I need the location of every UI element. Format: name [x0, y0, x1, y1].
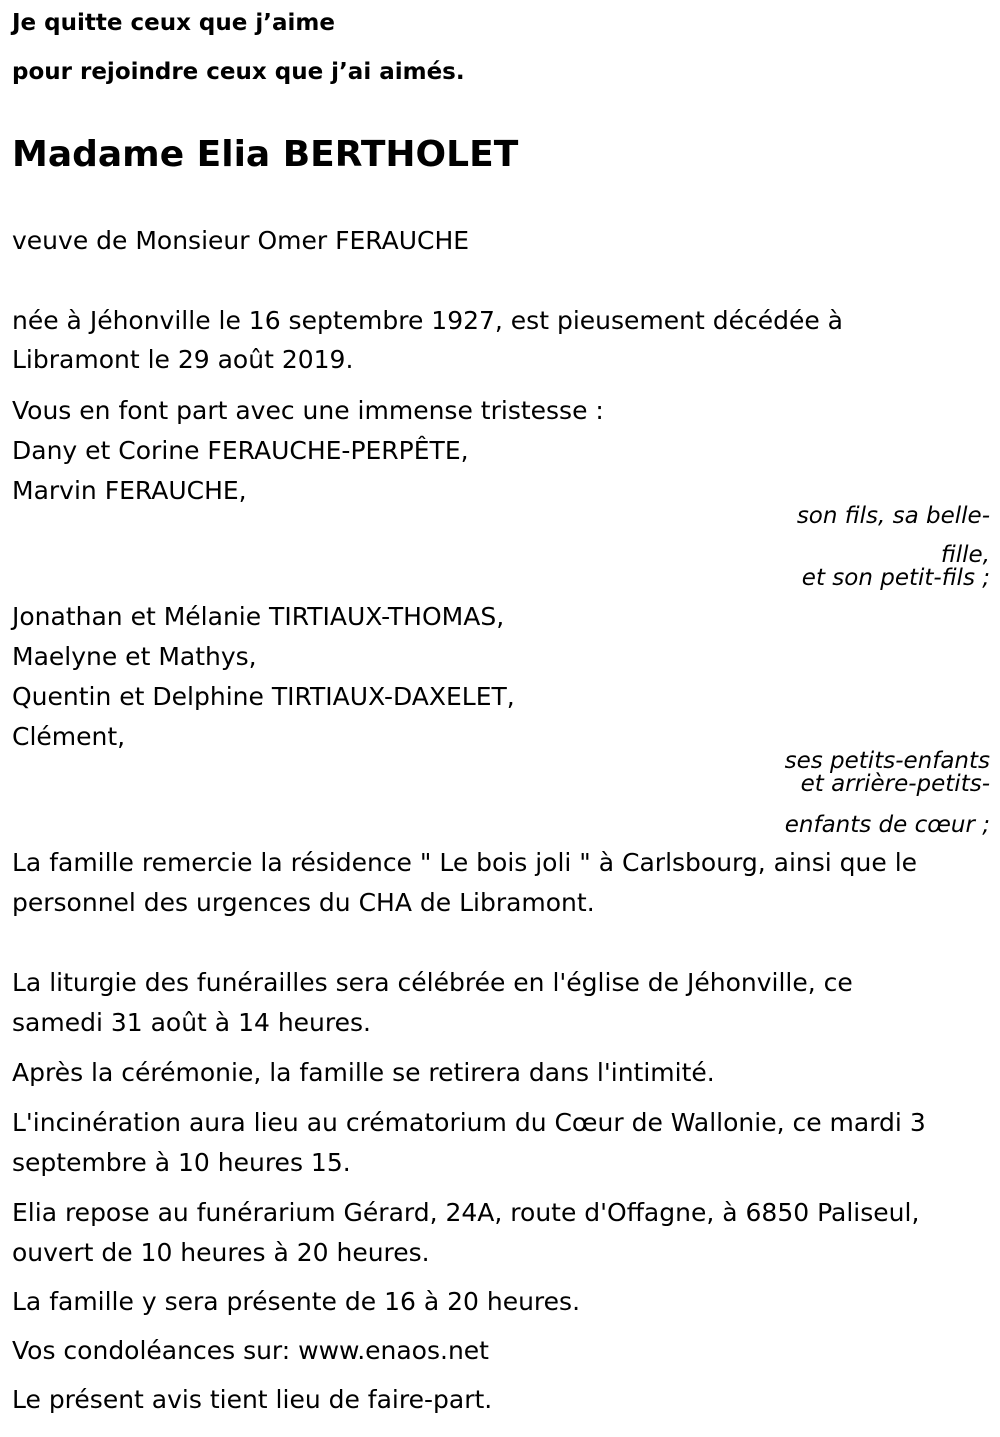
- family-name: Dany et Corine FERAUCHE-PERPÊTE,: [12, 436, 469, 465]
- liturgy-line-2: samedi 31 août à 14 heures.: [12, 1008, 371, 1037]
- incineration-line-2: septembre à 10 heures 15.: [12, 1148, 351, 1177]
- announcement-intro: Vous en font part avec une immense tristesse :: [12, 396, 604, 425]
- family-name: Maelyne et Mathys,: [12, 642, 257, 671]
- family-name: Clément,: [12, 722, 126, 751]
- birth-death-line-2: Libramont le 29 août 2019.: [12, 345, 354, 374]
- thanks-line-1: La famille remercie la résidence " Le bois joli " à Carlsbourg, ainsi que le: [12, 848, 918, 877]
- relation-line: son fils, sa belle-: [796, 503, 990, 529]
- birth-death-line-1: née à Jéhonville le 16 septembre 1927, est pieusement décédée à: [12, 306, 844, 335]
- epigraph-line-1: Je quitte ceux que j’aime: [12, 10, 335, 36]
- incineration-line-1: L'incinération aura lieu au crématorium du Cœur de Wallonie, ce mardi 3: [12, 1108, 926, 1137]
- family-name: Jonathan et Mélanie TIRTIAUX-THOMAS,: [12, 602, 505, 631]
- family-name: Quentin et Delphine TIRTIAUX-DAXELET,: [12, 682, 515, 711]
- family-name: Marvin FERAUCHE,: [12, 476, 247, 505]
- epigraph-line-2: pour rejoindre ceux que j’ai aimés.: [12, 59, 465, 85]
- condolences-link-line: Vos condoléances sur: www.enaos.net: [12, 1336, 489, 1365]
- relation-line: enfants de cœur ;: [784, 812, 990, 838]
- relation-line: ses petits-enfants: [784, 748, 990, 774]
- after-ceremony: Après la cérémonie, la famille se retirera dans l'intimité.: [12, 1058, 715, 1087]
- notice-statement: Le présent avis tient lieu de faire-part.: [12, 1385, 493, 1414]
- funerarium-line-1: Elia repose au funérarium Gérard, 24A, route d'Offagne, à 6850 Paliseul,: [12, 1198, 920, 1227]
- thanks-line-2: personnel des urgences du CHA de Libramont.: [12, 888, 595, 917]
- funerarium-line-2: ouvert de 10 heures à 20 heures.: [12, 1238, 430, 1267]
- liturgy-line-1: La liturgie des funérailles sera célébrée en l'église de Jéhonville, ce: [12, 968, 853, 997]
- relation-line: et arrière-petits-: [800, 771, 990, 797]
- relation-line: fille,: [940, 542, 990, 568]
- deceased-name: Madame Elia BERTHOLET: [12, 134, 519, 175]
- widow-of: veuve de Monsieur Omer FERAUCHE: [12, 226, 470, 255]
- family-presence: La famille y sera présente de 16 à 20 heures.: [12, 1287, 581, 1316]
- relation-line: et son petit-fils ;: [801, 565, 990, 591]
